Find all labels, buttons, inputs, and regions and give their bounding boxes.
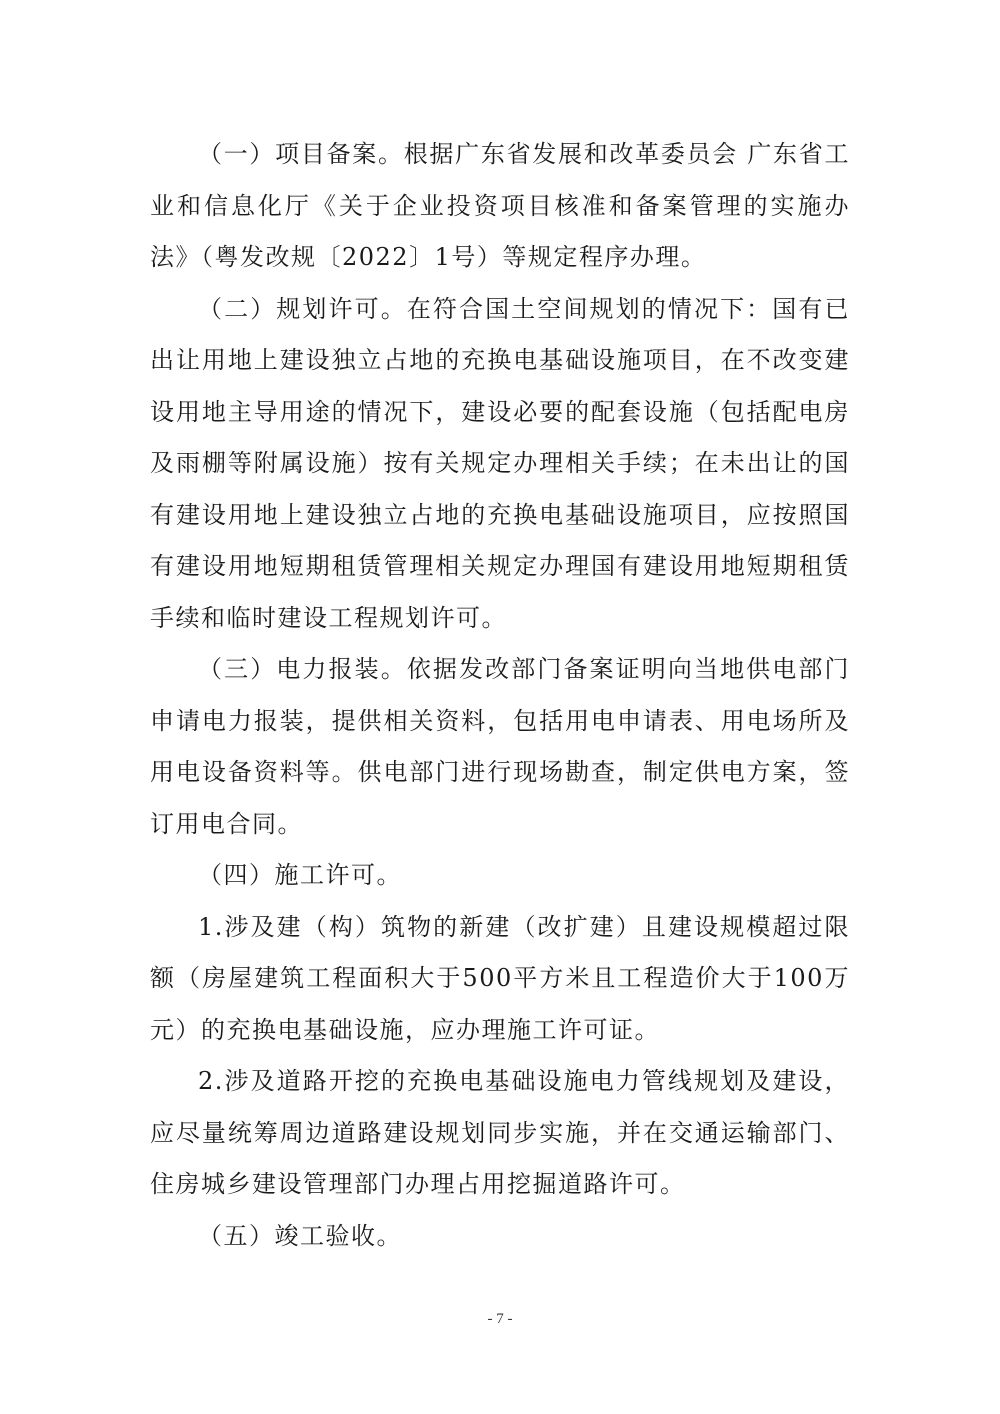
page-number: - 7 - [487, 1311, 513, 1327]
paragraph-power-application: （三）电力报装。依据发改部门备案证明向当地供电部门申请电力报装，提供相关资料，包括用电申请表、用电场所及用电设备资料等。供电部门进行现场勘查，制定供电方案，签订用电合同。 [150, 655, 850, 838]
paragraph-construction-permit-item-1: 1.涉及建（构）筑物的新建（改扩建）且建设规模超过限额（房屋建筑工程面积大于500平方米且工程造价大于100万元）的充换电基础设施，应办理施工许可证。 [150, 912, 850, 1044]
paragraph-project-filing: （一）项目备案。根据广东省发展和改革委员会 广东省工业和信息化厅《关于企业投资项目核准和备案管理的实施办法》（粤发改规〔2022〕1号）等规定程序办理。 [150, 140, 850, 271]
paragraph-construction-permit-heading: （四）施工许可。 [198, 861, 402, 889]
paragraph-completion-acceptance: （五）竣工验收。 [198, 1221, 402, 1250]
paragraph-construction-permit-item-2: 2.涉及道路开挖的充换电基础设施电力管线规划及建设，应尽量统筹周边道路建设规划同步实施，并在交通运输部门、住房城乡建设管理部门办理占用挖掘道路许可。 [150, 1067, 850, 1198]
document-body [150, 129, 850, 1262]
paragraph-planning-permit: （二）规划许可。在符合国土空间规划的情况下：国有已出让用地上建设独立占地的充换电基础设施项目，在不改变建设用地主导用途的情况下，建设必要的配套设施（包括配电房及雨棚等附属设施）按有关规定办理相关手续；在未出让的国有建设用地上建设独立占地的充换电基础设施项目，应按照国有建设用地短期租赁管理相关规定办理国有建设用地短期租赁手续和临时建设工程规划许可。 [150, 294, 850, 632]
